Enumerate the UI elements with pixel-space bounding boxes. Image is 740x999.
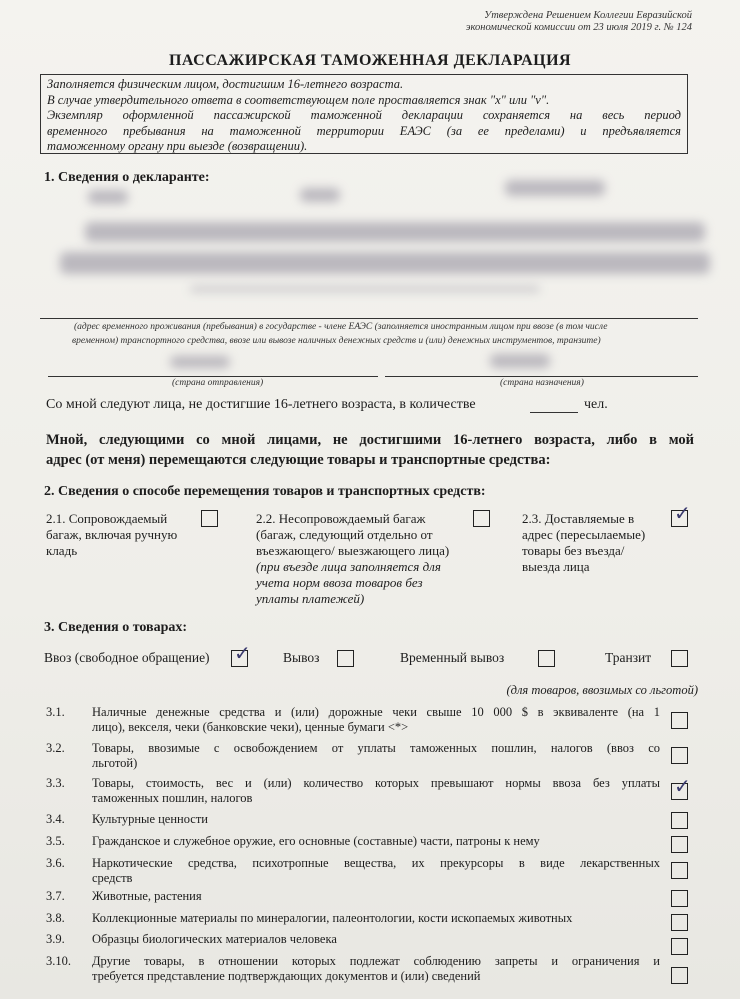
option-2-3-line-4: выезда лица	[522, 559, 590, 574]
option-delivered-goods	[522, 511, 672, 575]
checkbox-item-3-5[interactable]	[671, 836, 688, 853]
mode-temporary-export-label: Временный вывоз	[400, 650, 505, 665]
item-line: лицо), векселя, чеки (банковские чеки), ценные бумаги <*>	[92, 720, 409, 734]
goods-intro-line-1: Мной, следующими со мной лицами, не достигшими 16-летнего возраста, либо в мой	[46, 432, 694, 448]
instruction-line-3: Экземпляр оформленной пассажирской таможенной декларации сохраняется на весь период	[47, 108, 681, 122]
option-2-3-line-1: 2.3. Доставляемые в	[522, 511, 635, 526]
instruction-line-5: таможенному органу при выезде (возвращении).	[47, 139, 308, 153]
option-2-3-line-3: товары без въезда/	[522, 543, 625, 558]
checkbox-item-3-2[interactable]	[671, 747, 688, 764]
check-mark-icon: ✓	[674, 774, 691, 798]
instruction-line-1: Заполняется физическим лицом, достигшим 16-летнего возраста.	[47, 77, 404, 91]
item-number: 3.10.	[46, 954, 71, 968]
option-2-2-note-2: учета норм ввоза товаров без	[256, 575, 423, 590]
option-2-3-line-2: адрес (пересылаемые)	[522, 527, 646, 542]
checkbox-item-3-8[interactable]	[671, 914, 688, 931]
redacted-name	[300, 188, 340, 202]
redacted-departure-country	[170, 356, 230, 368]
option-accompanied-baggage	[46, 511, 206, 559]
checkbox-delivered-goods[interactable]	[671, 501, 691, 527]
item-3-4-text	[92, 812, 660, 827]
redacted-residence	[60, 252, 710, 274]
minors-statement: Со мной следуют лица, не достигшие 16-летнего возраста, в количестве	[46, 397, 476, 412]
option-2-2-line-2: (багаж, следующий отдельно от	[256, 527, 433, 542]
minors-unit: чел.	[584, 397, 608, 412]
item-3-9-text	[92, 932, 660, 947]
option-2-2-line-3: въезжающего/ выезжающего лица)	[256, 543, 450, 558]
item-number: 3.3.	[46, 776, 65, 790]
departure-country-caption: (страна отправления)	[172, 378, 264, 388]
item-line: Наличные денежные средства и (или) дорожные чеки свыше 10 000 $ в эквиваленте (на 1	[92, 705, 660, 719]
checkbox-item-3-9[interactable]	[671, 938, 688, 955]
item-number: 3.8.	[46, 911, 65, 925]
item-number: 3.1.	[46, 705, 65, 719]
item-3-7-text	[92, 889, 660, 904]
option-unaccompanied-baggage	[256, 511, 476, 607]
check-mark-icon: ✓	[234, 641, 251, 665]
item-line: требуется представление подтверждающих документов и (или) сведений	[92, 969, 481, 983]
redacted-destination-country	[490, 354, 550, 368]
item-line: Животные, растения	[92, 889, 202, 903]
approval-line-2: экономической комиссии от 23 июля 2019 г. № 124	[465, 22, 692, 33]
option-2-1-line-3: кладь	[46, 543, 78, 558]
checkbox-unaccompanied-baggage[interactable]	[473, 510, 490, 527]
redacted-line	[190, 286, 540, 292]
address-caption-2: временном) транспортного средства, ввозе или вывозе наличных денежных средств и (или) денежных инструментов, транзите)	[72, 336, 601, 346]
item-line: Товары, ввозимые с освобождением от уплаты таможенных пошлин, налогов (ввоз со	[92, 741, 660, 755]
redacted-passport-data	[85, 222, 705, 242]
item-line: Товары, стоимость, вес и (или) количество которых превышают нормы ввоза без уплаты	[92, 776, 660, 790]
item-3-3-text	[92, 776, 660, 806]
mode-export-label: Вывоз	[283, 650, 320, 665]
approval-line-1: Утверждена Решением Коллегии Евразийской	[484, 10, 692, 21]
address-caption-1: (адрес временного проживания (пребывания) в государстве - члене ЕАЭС (заполняется иностранным лицом при ввозе (в том числе	[74, 322, 608, 332]
benefit-note: (для товаров, ввозимых со льготой)	[506, 683, 698, 697]
item-line: Другие товары, в отношении которых подлежат соблюдению запреты и ограничения и	[92, 954, 660, 968]
checkbox-item-3-1[interactable]	[671, 712, 688, 729]
option-2-2-note-3: уплаты платежей)	[256, 591, 365, 606]
item-line: льготой)	[92, 756, 138, 770]
redacted-patronymic	[505, 180, 605, 196]
item-line: таможенных пошлин, налогов	[92, 791, 253, 805]
instruction-line-2: В случае утвердительного ответа в соответствующем поле проставляется знак "x" или "v".	[47, 92, 550, 107]
item-line: Наркотические средства, психотропные вещества, их прекурсоры в виде лекарственных	[92, 856, 660, 870]
address-line[interactable]	[40, 318, 698, 319]
check-mark-icon: ✓	[674, 501, 691, 525]
option-2-2-line-1: 2.2. Несопровождаемый багаж	[256, 511, 426, 526]
item-number: 3.9.	[46, 932, 65, 946]
item-3-6-text	[92, 856, 660, 886]
checkbox-mode-import[interactable]	[231, 641, 251, 667]
checkbox-item-3-10[interactable]	[671, 967, 688, 984]
section-3-heading: 3. Сведения о товарах:	[44, 620, 188, 635]
checkbox-item-3-6[interactable]	[671, 862, 688, 879]
approval-note	[432, 10, 692, 34]
item-3-10-text	[92, 954, 660, 984]
checkbox-mode-export[interactable]	[337, 650, 354, 667]
item-number: 3.2.	[46, 741, 65, 755]
item-number: 3.7.	[46, 889, 65, 903]
checkbox-item-3-3[interactable]	[671, 774, 691, 800]
item-3-5-text	[92, 834, 660, 849]
section-1-heading: 1. Сведения о декларанте:	[44, 170, 210, 185]
checkbox-accompanied-baggage[interactable]	[201, 510, 218, 527]
checkbox-mode-transit[interactable]	[671, 650, 688, 667]
goods-intro-line-2: адрес (от меня) перемещаются следующие товары и транспортные средства:	[46, 452, 551, 468]
option-2-1-line-1: 2.1. Сопровождаемый	[46, 511, 168, 526]
item-line: средств	[92, 871, 133, 885]
minors-count-field[interactable]	[530, 412, 578, 413]
section-2-heading: 2. Сведения о способе перемещения товаров и транспортных средств:	[44, 484, 486, 499]
option-2-1-line-2: багаж, включая ручную	[46, 527, 178, 542]
item-line: Образцы биологических материалов человека	[92, 932, 337, 946]
checkbox-mode-temporary-export[interactable]	[538, 650, 555, 667]
option-2-2-note-1: (при въезде лица заполняется для	[256, 559, 441, 574]
redacted-surname	[88, 190, 128, 204]
departure-country-line[interactable]	[48, 376, 378, 377]
document-title: ПАССАЖИРСКАЯ ТАМОЖЕННАЯ ДЕКЛАРАЦИЯ	[168, 52, 572, 69]
item-number: 3.4.	[46, 812, 65, 826]
item-number: 3.5.	[46, 834, 65, 848]
destination-country-caption: (страна назначения)	[500, 378, 584, 388]
instructions-box	[40, 74, 688, 154]
item-number: 3.6.	[46, 856, 65, 870]
mode-transit-label: Транзит	[605, 650, 652, 665]
item-3-8-text	[92, 911, 660, 926]
checkbox-item-3-7[interactable]	[671, 890, 688, 907]
item-line: Культурные ценности	[92, 812, 208, 826]
item-line: Гражданское и служебное оружие, его основные (составные) части, патроны к нему	[92, 834, 540, 848]
instruction-line-4: временного пребывания на таможенной территории ЕАЭС (за ее пределами) и предъявляется	[47, 123, 681, 138]
item-line: Коллекционные материалы по минералогии, палеонтологии, кости ископаемых животных	[92, 911, 573, 925]
mode-import-label: Ввоз (свободное обращение)	[44, 650, 210, 665]
checkbox-item-3-4[interactable]	[671, 812, 688, 829]
item-3-2-text	[92, 741, 660, 771]
item-3-1-text	[92, 705, 660, 735]
destination-country-line[interactable]	[385, 376, 698, 377]
